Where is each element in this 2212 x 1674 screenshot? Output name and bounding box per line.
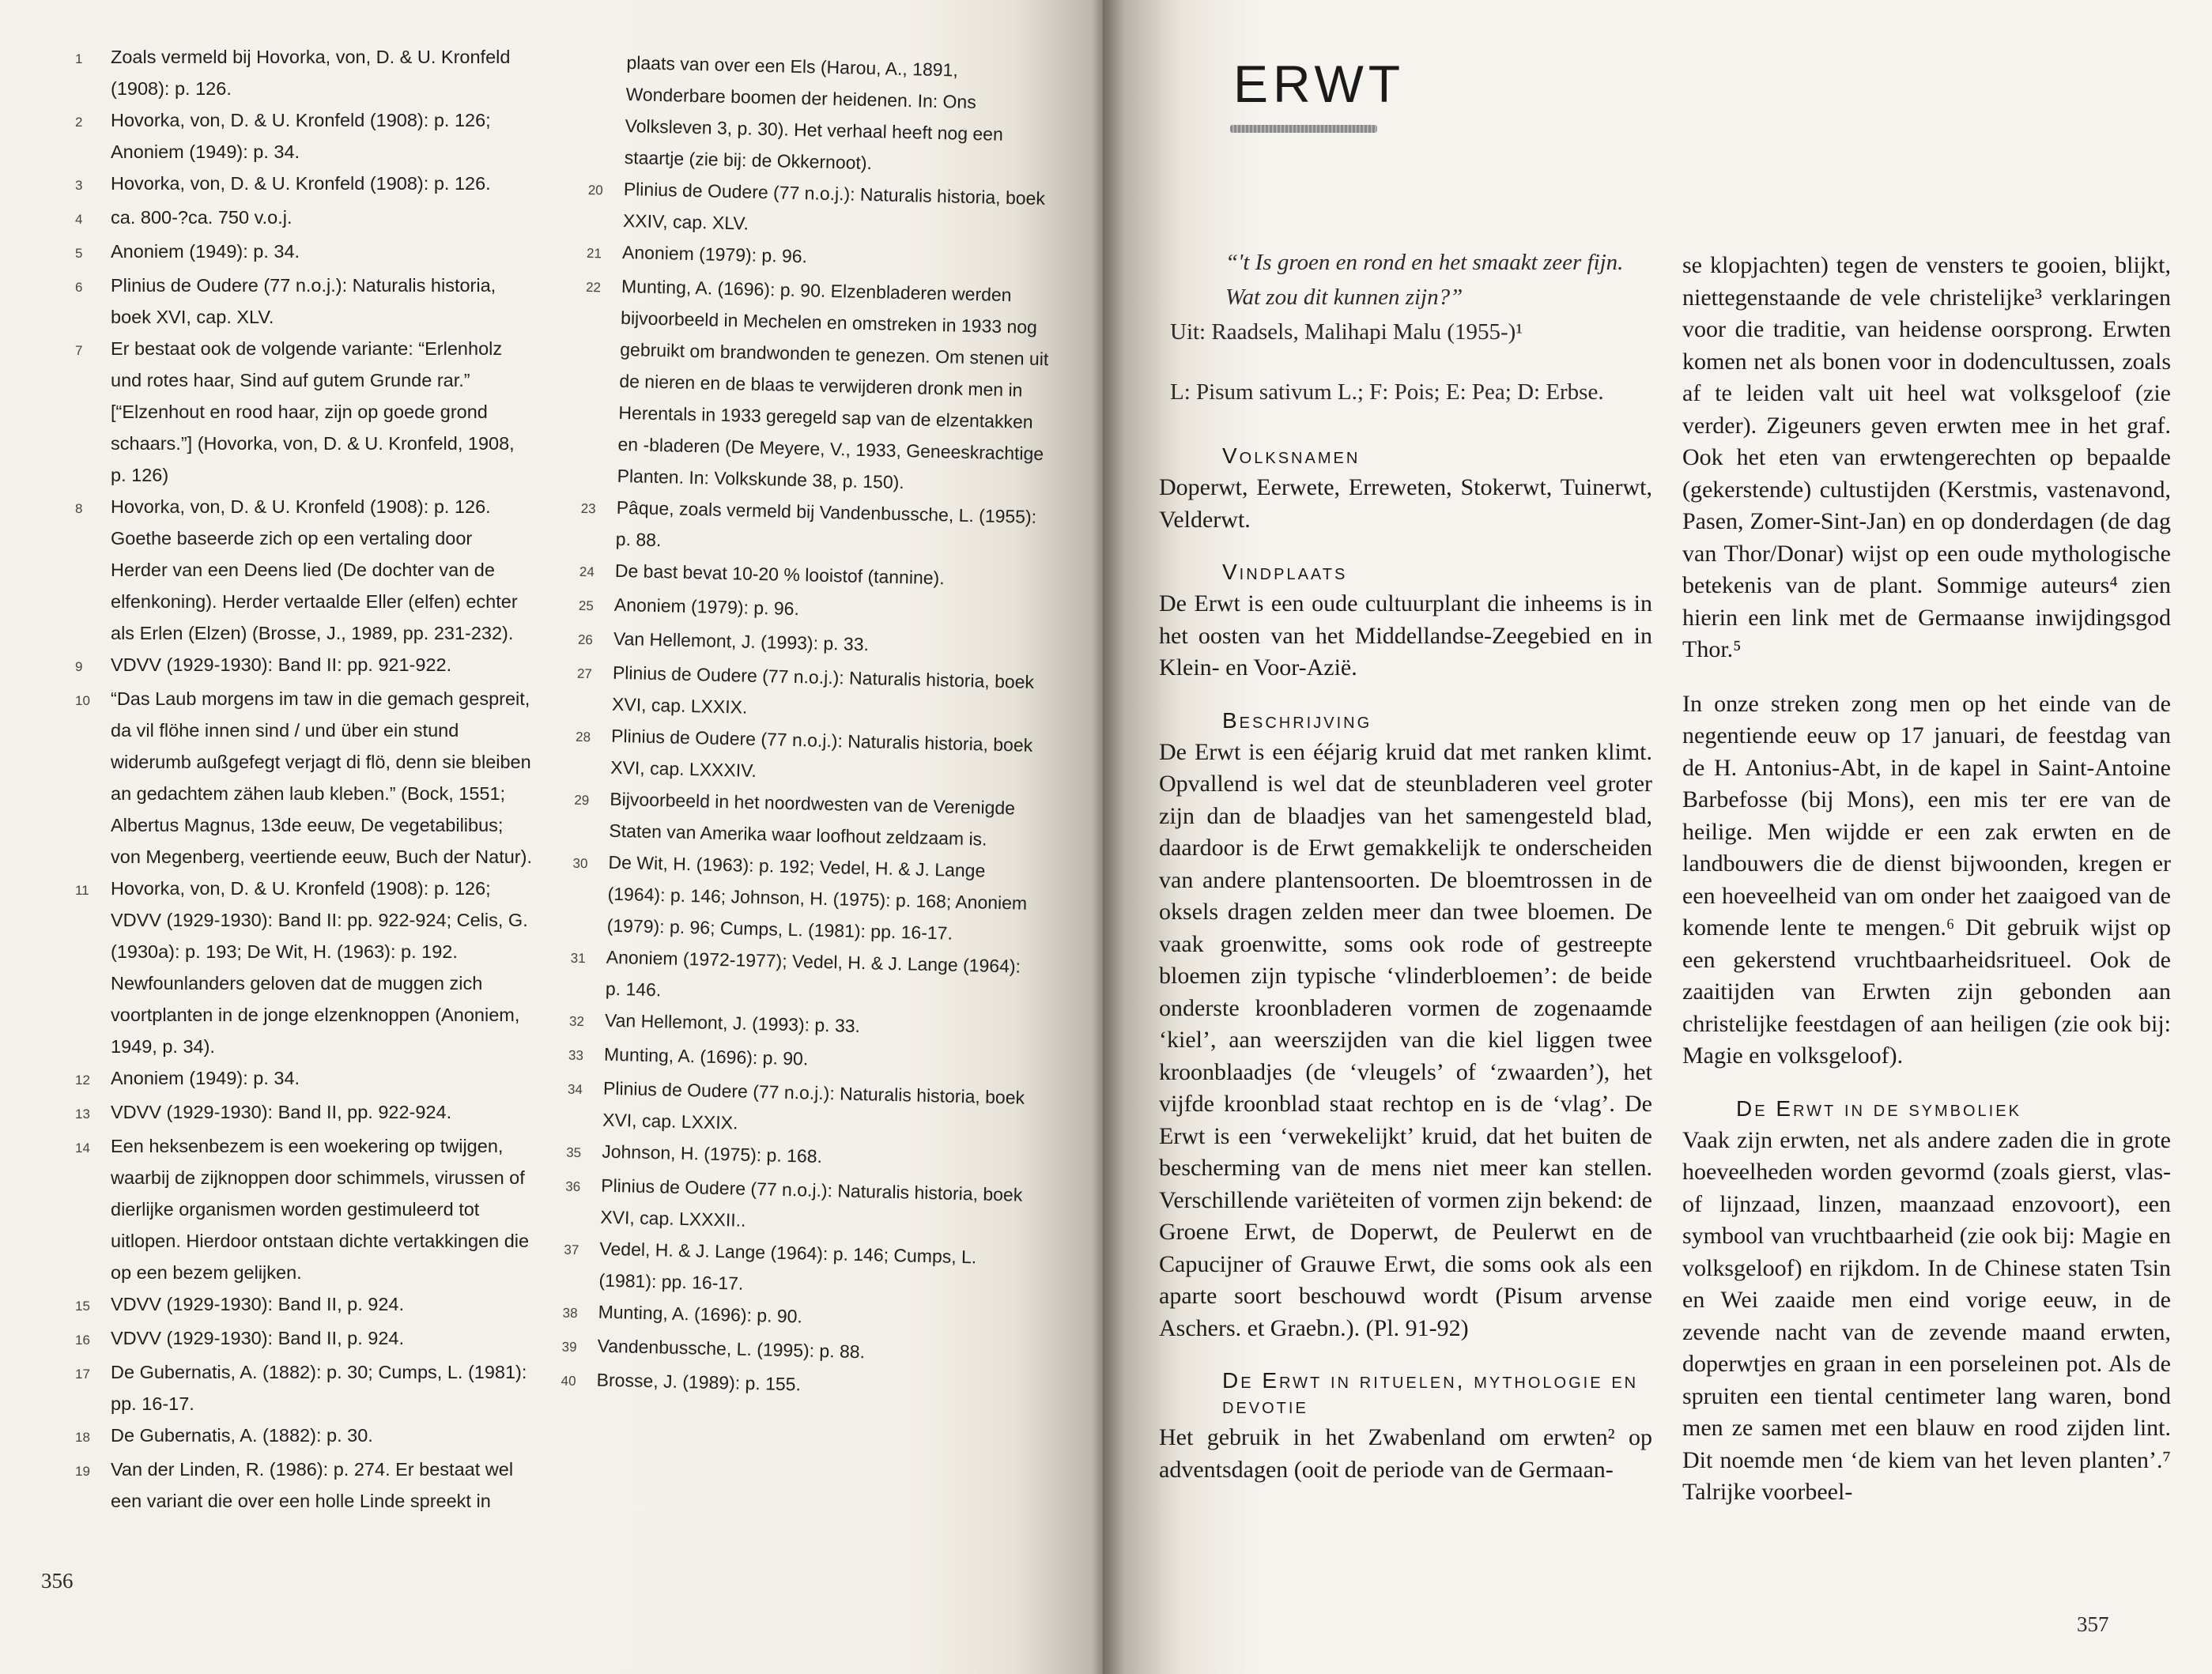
footnote-text: Johnson, H. (1975): p. 168.: [601, 1141, 823, 1167]
footnote-text: Anoniem (1949): p. 34.: [111, 1068, 300, 1088]
footnote: [75, 333, 534, 491]
footnote-number: 30: [572, 855, 588, 872]
footnote: [75, 1062, 534, 1096]
footnote-number: 39: [561, 1339, 577, 1355]
footnote-number: 3: [75, 178, 83, 193]
footnote-number: 8: [75, 501, 83, 516]
footnote-text: Munting, A. (1696): p. 90.: [603, 1043, 809, 1069]
footnote-number: 15: [75, 1299, 90, 1314]
footnote-text: Vandenbussche, L. (1995): p. 88.: [597, 1335, 866, 1363]
footnote-text: Van der Linden, R. (1986): p. 274. Er bestaat wel een variant die over een holle Linde spreekt in: [111, 1459, 514, 1511]
footnote-text: Hovorka, von, D. & U. Kronfeld (1908): p. 126. Goethe baseerde zich op een vertaling door Herder van een Deens lied (De dochter van de elfenkoning). Herder vertaalde Eller (elfen) echter als Erlen (Elzen) (Brosse, J., 1989, pp. 231-232).: [111, 496, 518, 643]
footnote-number: 31: [570, 950, 586, 967]
footnote-number: 37: [564, 1242, 579, 1258]
footnote-text: Anoniem (1949): p. 34.: [111, 241, 300, 262]
footnote-text: Anoniem (1979): p. 96.: [621, 241, 808, 267]
footnote-text: Plinius de Oudere (77 n.o.j.): Naturalis historia, boek XVI, cap. LXXXIV.: [610, 725, 1033, 781]
footnote-number: 32: [568, 1013, 585, 1030]
footnote: [75, 1096, 534, 1130]
footnote-text: VDVV (1929-1930): Band II, pp. 922-924.: [111, 1102, 452, 1122]
footnote-text: ca. 800-?ca. 750 v.o.j.: [111, 207, 293, 228]
footnote-number: 2: [75, 115, 83, 130]
footnote: [75, 1356, 534, 1420]
footnote-number: 22: [585, 279, 602, 296]
footnote-number: 27: [576, 665, 593, 682]
footnote-number: 33: [568, 1047, 584, 1064]
footnote: [581, 270, 1052, 501]
footnote-text: VDVV (1929-1930): Band II, p. 924.: [111, 1328, 405, 1348]
footnote-number: 29: [574, 792, 590, 809]
footnote-number: 7: [75, 343, 83, 358]
footnote-number: 14: [75, 1141, 90, 1156]
footnote-text: Brosse, J. (1989): p. 155.: [596, 1369, 802, 1395]
footnote-number: 24: [579, 564, 595, 580]
footnote-text: Hovorka, von, D. & U. Kronfeld (1908): p. 126; VDVV (1929-1930): Band II: pp. 922-924; Celis, G. (1930a): p. 193; De Wit, H. (1963): p. 192. Newfounlanders geloven dat de muggen zich voortplanten in de jonge elzenknoppen (Anoniem, 1949, p. 34).: [111, 878, 528, 1057]
footnote-text: Hovorka, von, D. & U. Kronfeld (1908): p. 126.: [111, 173, 491, 194]
page-number-left: 356: [41, 1569, 74, 1593]
section-heading: Vindplaats: [1222, 560, 1348, 584]
footnote-number: [591, 46, 627, 49]
footnote-text: Pâque, zoals vermeld bij Vandenbussche, L. (1955): p. 88.: [615, 496, 1037, 551]
footnote: [75, 649, 534, 683]
footnote-text: De Wit, H. (1963): p. 192; Vedel, H. & J. Lange (1964): p. 146; Johnson, H. (1975): p. 168; Anoniem (1979): p. 96; Cumps, L. (1981): pp. 16-17.: [606, 851, 1028, 944]
footnote: [570, 941, 1038, 1014]
footnote: [75, 104, 534, 168]
footnote-text: Plinius de Oudere (77 n.o.j.): Naturalis historia, boek XVI, cap. LXXIX.: [611, 662, 1035, 718]
footnote: [75, 41, 534, 104]
footnote-text: Van Hellemont, J. (1993): p. 33.: [613, 628, 870, 655]
title-underline: [1230, 125, 1377, 133]
footnote-number: 19: [75, 1464, 90, 1479]
footnote-text: Een heksenbezem is een woekering op twijgen, waarbij de zijknoppen door schimmels, virussen of dierlijke organismen worden gestimuleerd tot uitlopen. Hierdoor ontstaan dichte vertakkingen die op een bezem gelijken.: [111, 1136, 530, 1283]
footnote: [75, 873, 534, 1062]
footnote-number: 9: [75, 659, 83, 674]
footnote-number: 28: [575, 729, 591, 745]
footnote: [588, 46, 1057, 183]
footnote: [573, 782, 1041, 856]
section-heading: Beschrijving: [1222, 707, 1372, 733]
footnote: [75, 1322, 534, 1356]
page-number-right: 357: [2077, 1612, 2109, 1636]
footnote-text: Vedel, H. & J. Lange (1964): p. 146; Cumps, L. (1981): pp. 16-17.: [598, 1238, 977, 1294]
footnote: [75, 491, 534, 649]
chapter-title: ERWT: [1233, 55, 1406, 113]
footnote-text: De Gubernatis, A. (1882): p. 30; Cumps, L. (1981): pp. 16-17.: [111, 1362, 527, 1414]
footnote-number: 16: [75, 1333, 90, 1348]
footnote-number: 10: [75, 693, 90, 708]
footnote-text: Hovorka, von, D. & U. Kronfeld (1908): p. 126; Anoniem (1949): p. 34.: [111, 110, 491, 162]
footnote-number: 26: [577, 632, 594, 648]
footnote-number: 6: [75, 280, 83, 295]
footnote-number: 18: [75, 1430, 90, 1445]
footnote: [75, 1453, 534, 1517]
footnote: [75, 1420, 534, 1453]
footnote-number: 11: [75, 883, 89, 898]
footnote-number: 36: [565, 1178, 581, 1195]
footnote: [75, 202, 534, 236]
left-page: [0, 0, 1103, 1674]
footnote-number: 5: [75, 246, 83, 261]
latin-names: L: Pisum sativum L.; F: Pois; E: Pea; D: Erbse.: [1170, 379, 1604, 405]
footnote-number: 17: [75, 1367, 90, 1382]
footnote: [579, 491, 1047, 564]
footnote-text: Plinius de Oudere (77 n.o.j.): Naturalis historia, boek XVI, cap. LXXIX.: [602, 1077, 1025, 1133]
footnote-text: Plinius de Oudere (77 n.o.j.): Naturalis historia, boek XXIV, cap. XLV.: [622, 178, 1046, 234]
footnote-number: 20: [587, 182, 603, 198]
footnotes-column-1: [75, 41, 534, 1517]
footnote-number: 38: [562, 1305, 578, 1321]
footnote: [587, 172, 1055, 246]
footnote-text: Anoniem (1972-1977); Vedel, H. & J. Lange (1964): p. 146.: [605, 946, 1021, 1001]
footnote: [571, 846, 1040, 951]
section-paragraph: In onze streken zong men op het einde van de negentiende eeuw op 17 januari, de feestdag van de H. Antonius-Abt, in de kapel in Saint-Antoine Barbefosse (bij Mons), een mis ter ere van de heilige. Men wijdde er een zak erwten en de landbouwers die de dienst bijwoonden, kregen er een hoeveelheid van om onder het zaaigoed van de komende lente te mengen.⁶ Dit gebruik wijst op een gekerstend vruchtbaarheidsritueel. Ook de zaaitijden van Erwten zijn gebonden aan christelijke feestdagen of aan heiligen (zie ook bij: Magie en volksgeloof).: [1682, 690, 2171, 1069]
footnote-number: 34: [567, 1081, 583, 1098]
footnote-text: De Gubernatis, A. (1882): p. 30.: [111, 1425, 373, 1446]
footnote-number: 35: [566, 1144, 582, 1161]
footnote: [75, 1130, 534, 1288]
footnote: [75, 236, 534, 270]
footnote-text: Van Hellemont, J. (1993): p. 33.: [604, 1009, 861, 1037]
footnote-text: Er bestaat ook de volgende variante: “Erlenholz und rotes haar, Sind auf gutem Grunde rar.” [“Elzenhout en rood haar, zijn op goede grond schaars.”] (Hovorka, von, D. & U. Kronfeld, 1908, p. 126): [111, 338, 515, 485]
footnote: [576, 656, 1044, 730]
footnote-text: VDVV (1929-1930): Band II: pp. 921-922.: [111, 654, 452, 675]
motto-source: Uit: Raadsels, Malihapi Malu (1955-)¹: [1170, 319, 1523, 345]
right-column-2: [1682, 250, 2171, 1509]
footnote-text: Munting, A. (1696): p. 90.: [598, 1301, 803, 1327]
footnote-text: Zoals vermeld bij Hovorka, von, D. & U. Kronfeld (1908): p. 126.: [111, 47, 511, 99]
footnote-text: De bast bevat 10-20 % looistof (tannine).: [614, 560, 945, 589]
footnote-number: 40: [561, 1373, 576, 1389]
motto-line-2: Wat zou dit kunnen zijn?”: [1225, 285, 1463, 310]
section-paragraph: De Erwt is een oude cultuurplant die inheems is in het oosten van het Middellandse-Zeegebied en in Klein- en Voor-Azië.: [1159, 590, 1652, 681]
section-heading: Volksnamen: [1222, 443, 1361, 468]
footnote-number: 23: [580, 500, 596, 517]
footnotes-column-2: [561, 46, 1058, 1408]
footnote: [75, 168, 534, 202]
footnote-number: 1: [75, 51, 83, 66]
section-paragraph: De Erwt is een ééjarig kruid dat met ranken klimt. Opvallend is wel dat de steunbladeren veel groter zijn dan de blaadjes van het samengesteld blad, daardoor is de Erwt gemakkelijk te onderscheiden van andere plantensoorten. De bloemtrossen in de oksels dragen zelden meer dan twee bloemen. De vaak groenwitte, soms ook rode of gestreepte bloemen zijn typische ‘vlinderbloemen’: de beide onderste kroonbladeren vormen de zogenaamde ‘kiel’, aan weerszijden van die kiel liggen twee kroonblaadjes (de ‘vleugels’ of ‘zwaarden’), het vijfde kroonblad staat rechtop en is de ‘vlag’. De Erwt is een ‘verwekelijkt’ kruid, dat het buiten de bescherming van de mens niet meer kan stellen. Verschillende variëteiten of vormen zijn bekend: de Groene Erwt, de Doperwt, de Peulerwt en de Capucijner of Grauwe Erwt, die soms ook als een aparte soort beschouwd wordt (Pisum arvense Aschers. et Graebn.). (Pl. 91-92): [1159, 738, 1652, 1341]
section-paragraph: Het gebruik in het Zwabenland om erwten² op adventsdagen (ooit de periode van de Germaan-: [1159, 1424, 1652, 1483]
right-column-1: [1159, 245, 1652, 1486]
motto-line-1: “'t Is groen en rond en het smaakt zeer fijn.: [1225, 250, 1624, 275]
section-paragraph: Vaak zijn erwten, net als andere zaden die in grote hoeveelheden worden gevormd (zoals gierst, vlas- of lijnzaad, linzen, maanzaad enzovoort), een symbool van vruchtbaarheid (zie ook bij: Magie en volksgeloof) en rijkdom. In de Chinese staten Tsin en Wei zaaide men eind vorige eeuw, in de zevende nacht van de zevende maand erwten, doperwtjes en graan in een porseleinen pot. Als de spruiten een tiental centimeter lang waren, bond men ze samen met een blauw en rood zijden lint. Dit noemde men ‘de kiem van het leven planten’.⁷ Talrijke voorbeel-: [1682, 1126, 2171, 1505]
footnote-text: Bijvoorbeeld in het noordwesten van de Verenigde Staten van Amerika waar loofhout zeldzaam is.: [609, 788, 1016, 850]
footnote: [75, 270, 534, 333]
section-heading: De Erwt in de symboliek: [1736, 1095, 2021, 1121]
footnote-text: “Das Laub morgens im taw in die gemach gespreit, da vil flöhe innen sind / und über ein stund widerumb außgefegt verjagt di flö, denn sie bleiben an gedachtem zähen laub kleben.” (Bock, 1551; Albertus Magnus, 13de eeuw, De vegetabilibus; von Megenberg, veertiende eeuw, Buch der Natur).: [111, 688, 532, 867]
footnote-number: 21: [586, 245, 602, 262]
footnote: [563, 1232, 1031, 1306]
footnote: [575, 719, 1043, 793]
footnote: [567, 1072, 1035, 1145]
footnote-number: 13: [75, 1107, 90, 1122]
section-paragraph: se klopjachten) tegen de vensters te gooien, blijkt, niettegenstaande de vele christelijke³ verklaringen voor die traditie, van heidense oorsprong. Erwten komen net als bonen voor in dodencultussen, zoals af te leiden valt uit heel wat volksgeloof (zie verder). Zigeuners geven erwten mee in het graf. Ook het eten van erwtengerechten op bepaalde (gekerstende) cultustijden (Kerstmis, vastenavond, Pasen, Zomer-Sint-Jan) en op donderdagen (de dag van Thor/Donar) wijst op een oude mythologische betekenis van de plant. Sommige auteurs⁴ zien hierin een link met de Germaanse inwijdingsgod Thor.⁵: [1682, 252, 2171, 662]
section-heading: De Erwt in rituelen, mythologie en devotie: [1222, 1368, 1639, 1418]
footnote-text: Munting, A. (1696): p. 90. Elzenbladeren werden bijvoorbeeld in Mechelen en omstreken in 1933 nog gebruikt om brandwonden te genezen. Om stenen uit de nieren en de blaas te verwijderen dronk men in Herentals in 1933 geregeld sap van de elzentakken en -bladeren (De Meyere, V., 1933, Geneeskrachtige Planten. In: Volkskunde 38, p. 150).: [617, 275, 1049, 493]
footnote: [75, 683, 534, 873]
section-paragraph: Doperwt, Eerwete, Erreweten, Stokerwt, Tuinerwt, Velderwt.: [1159, 474, 1652, 533]
footnote-number: 12: [75, 1073, 90, 1088]
footnote: [75, 1288, 534, 1322]
footnote-text: plaats van over een Els (Harou, A., 1891, Wonderbare boomen der heidenen. In: Ons Volksleven 3, p. 30). Het verhaal heeft nog een staartje (zie bij: de Okkernoot).: [624, 52, 1004, 174]
footnote-text: Anoniem (1979): p. 96.: [613, 594, 800, 620]
footnote: [564, 1169, 1032, 1242]
footnote-text: Plinius de Oudere (77 n.o.j.): Naturalis historia, boek XVI, cap. XLV.: [111, 275, 496, 327]
footnote-number: 4: [75, 212, 83, 227]
footnote-text: Plinius de Oudere (77 n.o.j.): Naturalis historia, boek XVI, cap. LXXXII..: [600, 1174, 1023, 1231]
footnote-number: 25: [578, 598, 595, 614]
footnote-text: VDVV (1929-1930): Band II, p. 924.: [111, 1294, 405, 1314]
